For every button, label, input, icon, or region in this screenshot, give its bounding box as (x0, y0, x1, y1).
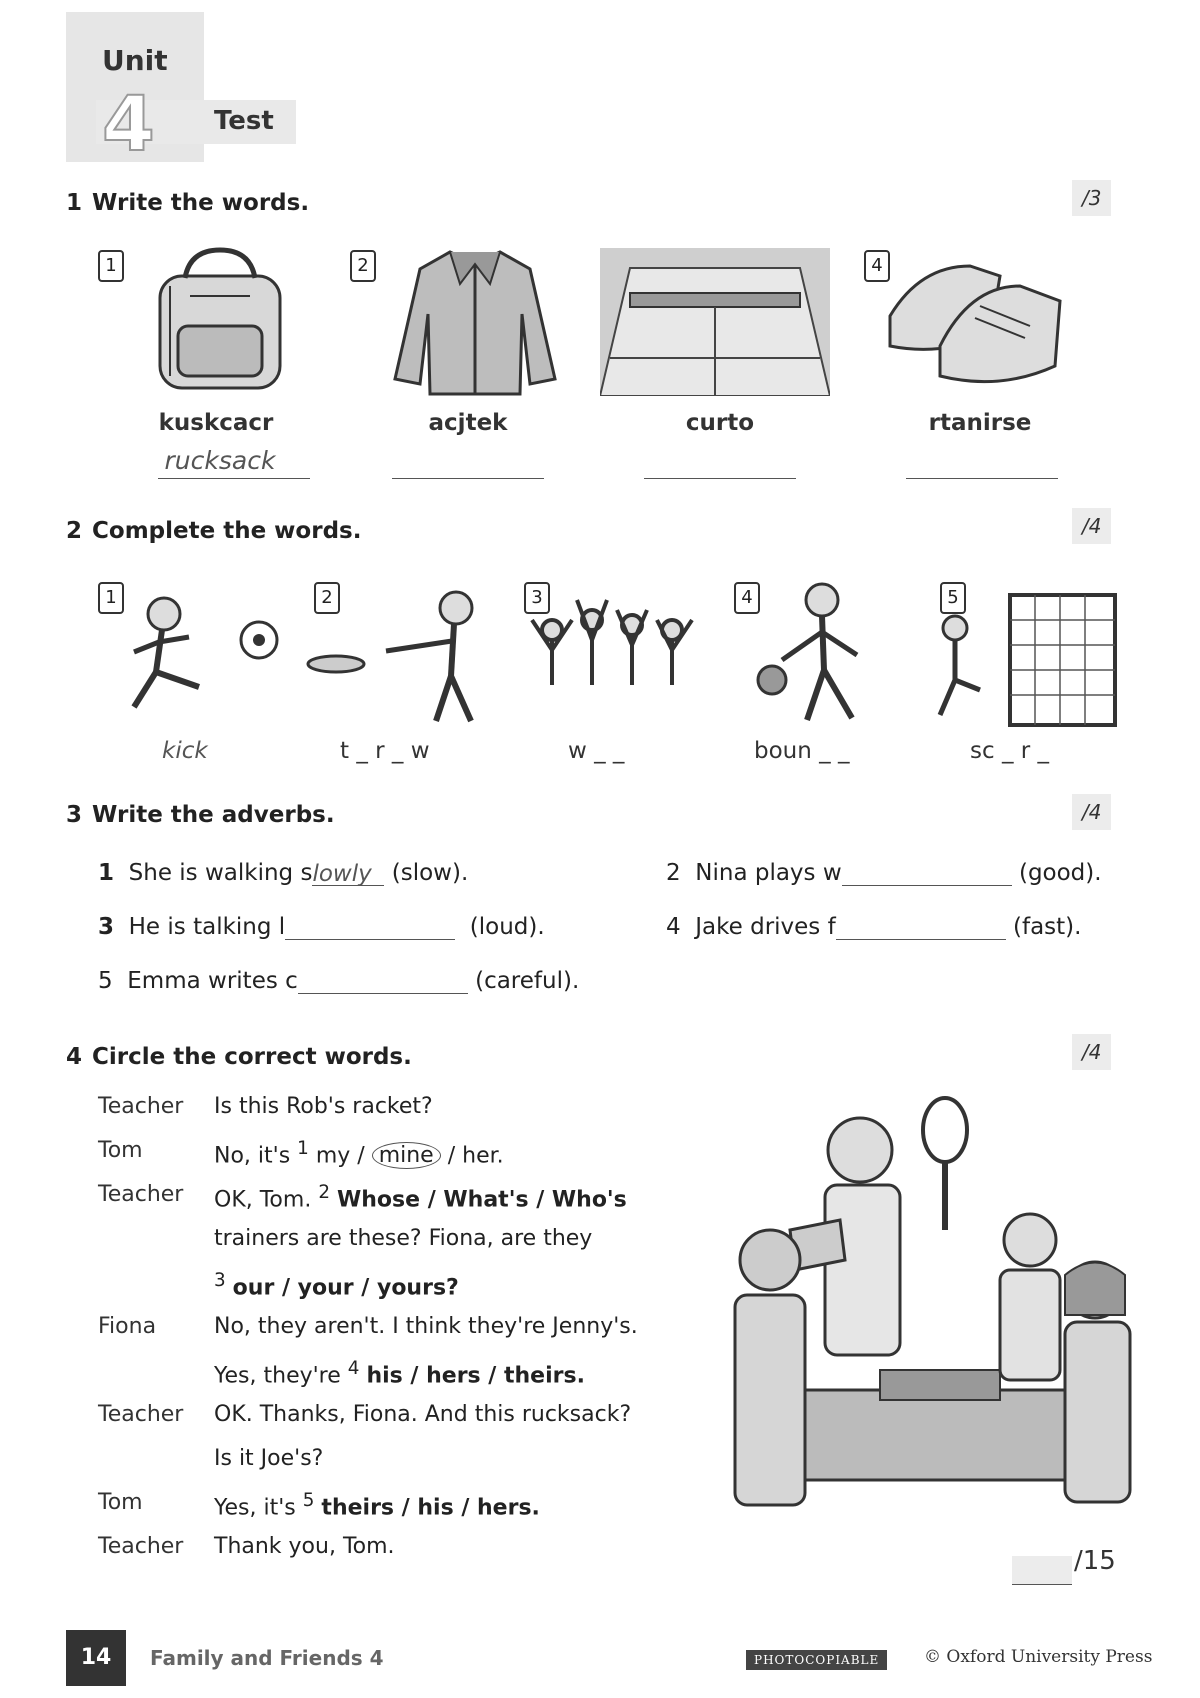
item-number-box: 4 (864, 250, 890, 282)
dialogue-line: Is this Rob's racket? (214, 1094, 433, 1119)
adverb-sentence: 4 Jake drives f (fast). (666, 914, 1082, 940)
dialogue-line: No, it's $^1$ my / mine / her. (214, 1138, 504, 1169)
jacket-icon (390, 244, 560, 399)
dialogue-speaker: Fiona (98, 1314, 157, 1339)
dialogue-line: OK. Thanks, Fiona. And this rucksack? (214, 1402, 632, 1427)
item-number-box: 1 (98, 582, 124, 614)
scrambled-word: kuskcacr (158, 410, 274, 436)
classroom-illustration (730, 1090, 1140, 1510)
series-brand: Family and Friends 4 (150, 1646, 384, 1670)
dialogue-speaker: Teacher (98, 1094, 184, 1119)
kick-ball-icon (104, 592, 284, 722)
dialogue-line: Yes, they're $^4$ his / hers / theirs. (214, 1358, 585, 1389)
wave-arms-icon (522, 590, 702, 725)
dialogue-speaker: Teacher (98, 1534, 184, 1559)
total-score: /15 (1074, 1546, 1116, 1576)
dialogue-line: No, they aren't. I think they're Jenny's. (214, 1314, 638, 1339)
word-fill: kick (162, 738, 208, 764)
item-number-box: 2 (350, 250, 376, 282)
adverb-sentence: 5 Emma writes c (careful). (98, 968, 580, 994)
dialogue-speaker: Teacher (98, 1182, 184, 1207)
item-number-box: 4 (734, 582, 760, 614)
handwritten-answer: rucksack (164, 446, 276, 475)
word-fill: boun _ _ (754, 738, 850, 764)
photocopiable-badge: PHOTOCOPIABLE (746, 1650, 887, 1670)
section1-title: 1 Write the words. (66, 190, 310, 216)
publisher-credit: © Oxford University Press (924, 1647, 1153, 1667)
dialogue-line: Is it Joe's? (214, 1446, 324, 1471)
answer-line[interactable] (644, 446, 796, 479)
total-score-blank[interactable] (1012, 1556, 1072, 1585)
circled-answer[interactable]: mine (372, 1142, 441, 1169)
test-label: Test (214, 106, 274, 136)
word-fill: w _ _ (568, 738, 625, 764)
scrambled-word: rtanirse (928, 410, 1032, 436)
item-number-box: 3 (524, 582, 550, 614)
dialogue-speaker: Tom (98, 1490, 143, 1515)
dialogue-line: trainers are these? Fiona, are they (214, 1226, 593, 1251)
adverb-sentence: 3 He is talking l (loud). (98, 914, 545, 940)
scrambled-word: curto (685, 410, 755, 436)
trainers-icon (880, 246, 1070, 396)
item-number-box: 5 (940, 582, 966, 614)
page-number: 14 (66, 1630, 126, 1686)
answer-line[interactable] (392, 446, 544, 479)
adverb-sentence: 2 Nina plays w (good). (666, 860, 1102, 886)
unit-label: Unit (102, 44, 168, 77)
section4-title: 4 Circle the correct words. (66, 1044, 412, 1070)
dialogue-line: OK, Tom. $^2$ Whose / What's / Who's (214, 1182, 627, 1213)
section1-score: /3 (1072, 180, 1111, 216)
word-fill: sc _ r _ (970, 738, 1050, 764)
dialogue-speaker: Teacher (98, 1402, 184, 1427)
dialogue-line: Thank you, Tom. (214, 1534, 395, 1559)
answer-line[interactable] (906, 446, 1058, 479)
section2-title: 2 Complete the words. (66, 518, 362, 544)
word-fill: t _ r _ w (340, 738, 430, 764)
section4-score: /4 (1072, 1034, 1111, 1070)
court-icon (600, 248, 830, 396)
section3-title: 3 Write the adverbs. (66, 802, 335, 828)
section2-score: /4 (1072, 508, 1111, 544)
throw-frisbee-icon (306, 586, 496, 726)
score-goal-icon (930, 590, 1120, 730)
dialogue-speaker: Tom (98, 1138, 143, 1163)
item-number-box: 2 (314, 582, 340, 614)
dialogue-line: $^3$ our / your / yours? (214, 1270, 459, 1301)
item-number-box: 1 (98, 250, 124, 282)
section3-score: /4 (1072, 794, 1111, 830)
dialogue-line: Yes, it's $^5$ theirs / his / hers. (214, 1490, 540, 1521)
rucksack-icon (150, 246, 290, 396)
adverb-sentence: 1 She is walking slowly (slow). (98, 860, 469, 887)
bounce-ball-icon (752, 580, 882, 725)
scrambled-word: acjtek (428, 410, 508, 436)
unit-number: 4 (102, 79, 155, 168)
